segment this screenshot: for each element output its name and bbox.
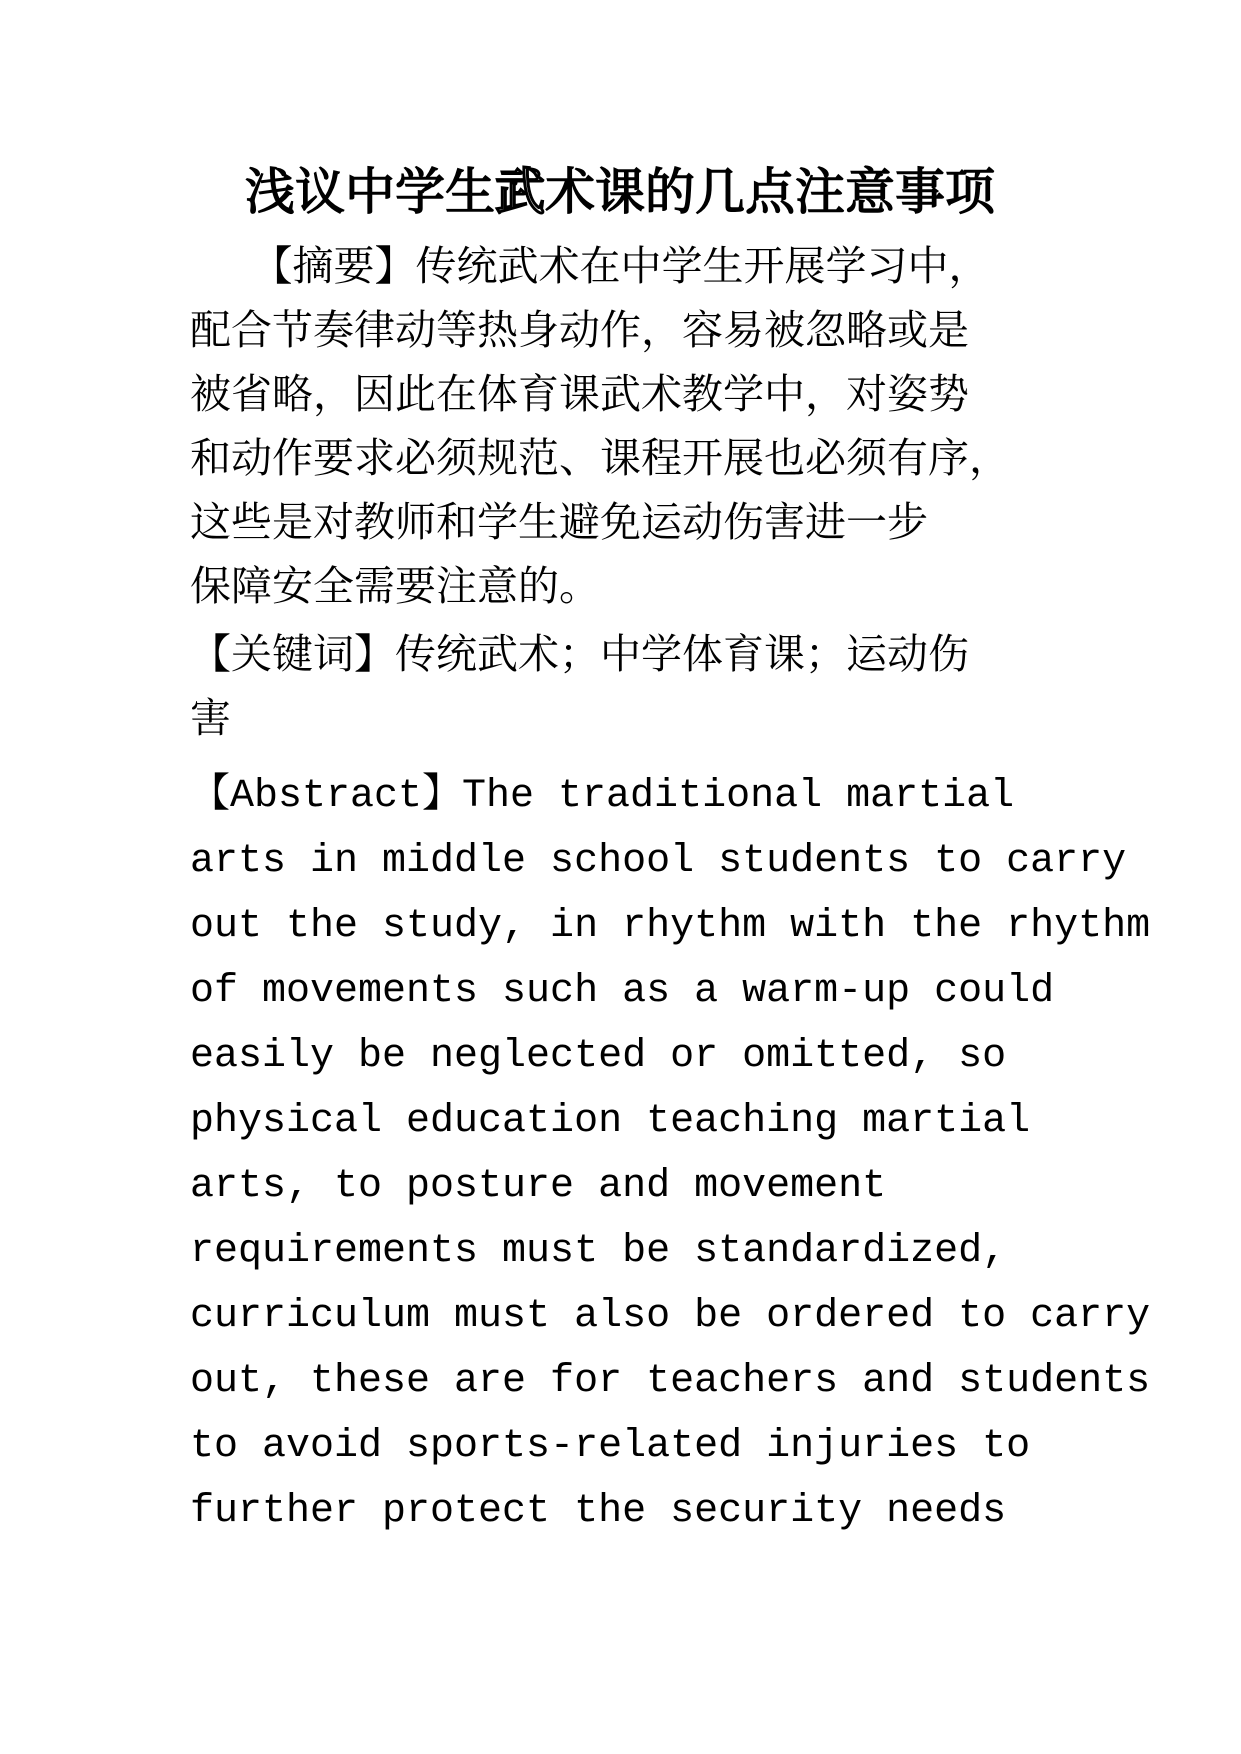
abstract-en-line: arts, to posture and movement [190,1164,887,1209]
keywords-zh-line: 害 [190,694,231,742]
abstract-en-line: further protect the security needs [190,1489,1007,1534]
abstract-en-line: to avoid sports-related injuries to [190,1424,1031,1469]
abstract-en-line: physical education teaching martial [190,1099,1031,1144]
abstract-en-line: easily be neglected or omitted, so [190,1034,1007,1079]
abstract-zh-line: 被省略，因此在体育课武术教学中，对姿势 [190,370,969,418]
title-part-1: 浅议中学生 [245,162,495,221]
abstract-en-line: 【Abstract】The traditional martial [190,774,1015,819]
abstract-zh-line: 和动作要求必须规范、课程开展也必须有序， [190,434,1010,482]
keywords-zh-line: 【关键词】传统武术；中学体育课；运动伤 [190,630,969,678]
abstract-zh-line: 【摘要】传统武术在中学生开展学习中， [190,242,990,290]
abstract-en-line: arts in middle school students to carry [190,839,1127,884]
abstract-zh-line: 保障安全需要注意的。 [190,562,600,610]
abstract-zh-line: 配合节奏律动等热身动作，容易被忽略或是 [190,306,969,354]
abstract-en-line: curriculum must also be ordered to carry [190,1294,1151,1339]
abstract-en-line: out the study, in rhythm with the rhythm [190,904,1151,949]
abstract-en-line: requirements must be standardized, [190,1229,1007,1274]
abstract-en-line: out, these are for teachers and students [190,1359,1151,1404]
page-title [180,162,1060,222]
title-part-3: 术课的几点注意事项 [545,162,995,221]
abstract-zh-line: 这些是对教师和学生避免运动伤害进一步 [190,498,928,546]
abstract-en-line: of movements such as a warm-up could [190,969,1055,1014]
title-part-2-outlined: 武 [495,162,545,221]
